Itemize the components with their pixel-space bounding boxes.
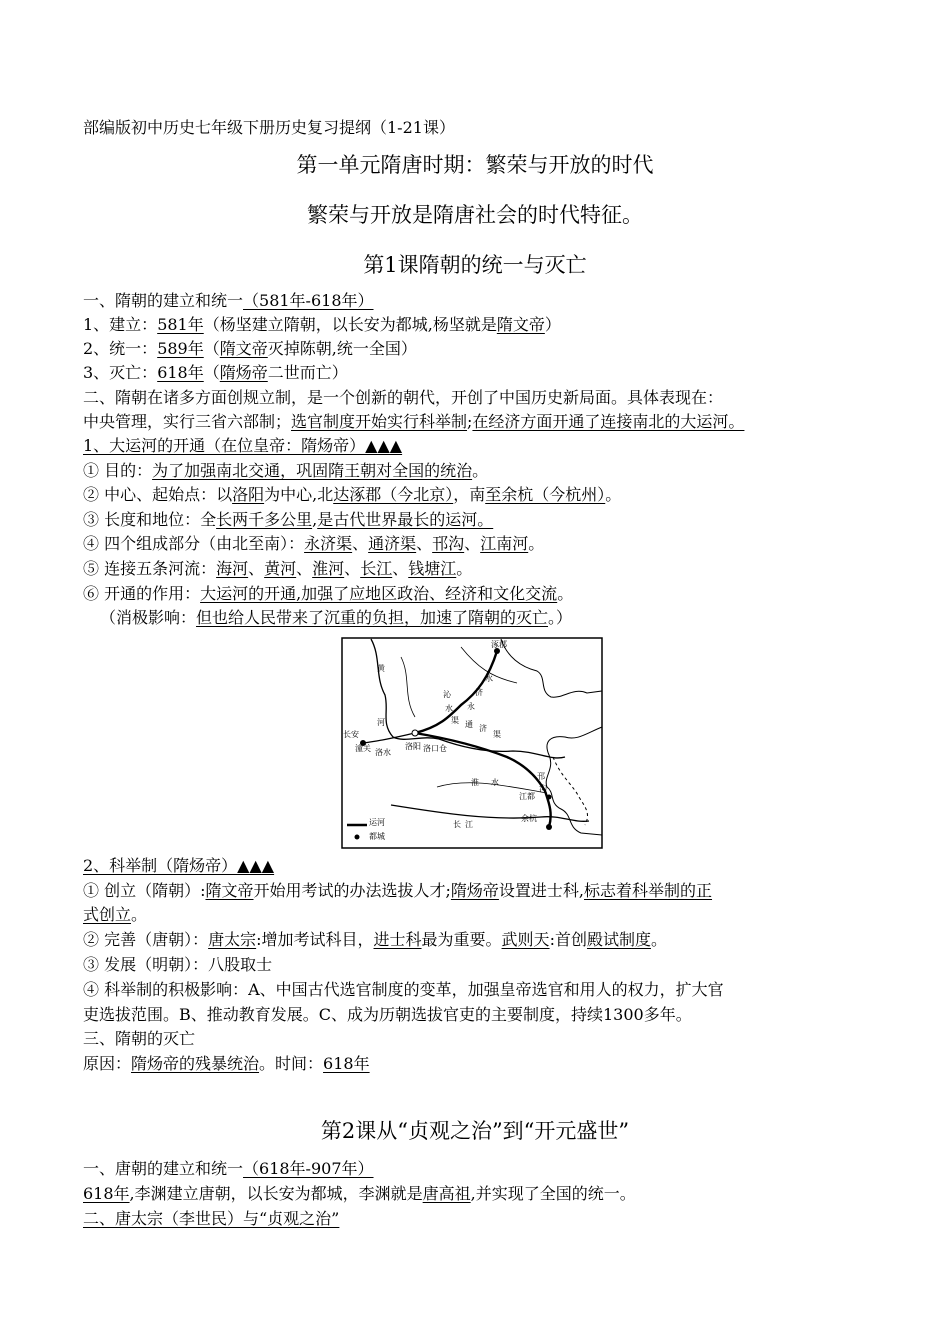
l1-founding-line: 1、建立：581年（杨坚建立隋朝，以长安为都城,杨坚就是隋文帝） [83, 315, 561, 334]
l2-section2-heading: 二、唐太宗（李世民）与“贞观之治” [83, 1209, 340, 1228]
map-label: 沟 [539, 784, 547, 793]
unit-title: 第一单元隋唐时期：繁荣与开放的时代 [296, 153, 654, 177]
map-label: 河 [377, 718, 385, 727]
l1-section1-heading: 一、隋朝的建立和统一（581年-618年） [83, 291, 374, 310]
exam-impact-cont: 吏选拔范围。B、推动教育发展。C、成为历朝选拔官吏的主要制度，持续1300多年。 [83, 1005, 692, 1024]
canal-purpose: ① 目的：为了加强南北交通，巩固隋王朝对全国的统治。 [83, 461, 489, 480]
map-label: 永 [467, 702, 475, 711]
l1-section3-details: 原因：隋炀帝的残暴统治。时间：618年 [83, 1054, 370, 1073]
exam-founding-cont: 式创立。 [83, 905, 148, 924]
map-label: 通 [465, 720, 473, 729]
unit-theme: 繁荣与开放是隋唐社会的时代特征。 [307, 203, 643, 227]
exam-impact: ④ 科举制的积极影响：A、中国古代选官制度的变革，加强皇帝选官和用人的权力，扩大官 [83, 980, 724, 999]
canal-sections: ④ 四个组成部分（由北至南）：永济渠、通济渠、邗沟、江南河。 [83, 534, 545, 553]
grand-canal-map [341, 637, 603, 849]
l1-fall-line: 3、灭亡：618年（隋炀帝二世而亡） [83, 363, 348, 382]
map-label: 余杭 [521, 814, 537, 823]
map-label: 洛阳 [405, 742, 421, 751]
map-label: 淮 [471, 778, 479, 787]
map-label: 涿郡 [491, 640, 507, 649]
map-label: 运河 [369, 818, 385, 827]
map-label: 济 [479, 724, 487, 733]
l1-unification-line: 2、统一：589年（隋文帝灭掉陈朝,统一全国） [83, 339, 417, 358]
map-label: 都城 [369, 832, 385, 841]
map-label: 渠 [493, 730, 501, 739]
map-label: 水 [491, 778, 499, 787]
map-label: 渠 [451, 716, 459, 725]
map-label: 邗 [537, 772, 545, 781]
canal-heading: 1、大运河的开通（在位皇帝：隋炀帝）▲▲▲ [83, 436, 403, 455]
canal-negative-effect: （消极影响：但也给人民带来了沉重的负担，加速了隋朝的灭亡。） [100, 608, 573, 627]
canal-rivers: ⑤ 连接五条河流：海河、黄河、淮河、长江、钱塘江。 [83, 559, 473, 578]
l1-section2-details: 中央管理，实行三省六部制；选官制度开始实行科举制;在经济方面开通了连接南北的大运河。 [83, 412, 745, 431]
exam-improvement: ② 完善（唐朝）：唐太宗:增加考试科目，进士科最为重要。武则天:首创殿试制度。 [83, 930, 667, 949]
canal-length: ③ 长度和地位：全长两千多公里,是古代世界最长的运河。 [83, 510, 494, 529]
map-label: 水 [445, 704, 453, 713]
exam-heading: 2、科举制（隋炀帝）▲▲▲ [83, 856, 275, 875]
map-label: 洛水 [375, 748, 391, 757]
map-label: 潼关 [355, 744, 371, 753]
map-label: 黄 [377, 664, 385, 673]
document-title: 部编版初中历史七年级下册历史复习提纲（1-21课） [83, 118, 455, 137]
l1-section3-heading: 三、隋朝的灭亡 [83, 1029, 196, 1048]
map-label: 江 [465, 820, 473, 829]
map-label: 洛口仓 [423, 744, 447, 753]
map-label: 济 [475, 688, 483, 697]
map-label: 沁 [443, 690, 451, 699]
l2-section1-heading: 一、唐朝的建立和统一（618年-907年） [83, 1159, 374, 1178]
l2-founding-line: 618年,李渊建立唐朝，以长安为都城，李渊就是唐高祖,并实现了全国的统一。 [83, 1184, 636, 1203]
map-label: 水 [485, 674, 493, 683]
map-label: 长安 [343, 730, 359, 739]
canal-center: ② 中心、起始点：以洛阳为中心,北达涿郡（今北京），南至余杭（今杭州）。 [83, 485, 622, 504]
l1-section2-heading: 二、隋朝在诸多方面创规立制，是一个创新的朝代，开创了中国历史新局面。具体表现在： [83, 388, 724, 407]
canal-effect: ⑥ 开通的作用：大运河的开通,加强了应地区政治、经济和文化交流。 [83, 584, 574, 603]
map-label: 长 [453, 820, 461, 829]
map-label: 江都 [519, 792, 535, 801]
exam-founding: ① 创立（隋朝）:隋文帝开始用考试的办法选拔人才;隋炀帝设置进士科,标志着科举制的正 [83, 881, 713, 900]
exam-development: ③ 发展（明朝）：八股取士 [83, 955, 273, 974]
lesson1-title: 第1课隋朝的统一与灭亡 [363, 253, 587, 277]
lesson2-title: 第2课从“贞观之治”到“开元盛世” [320, 1119, 630, 1143]
